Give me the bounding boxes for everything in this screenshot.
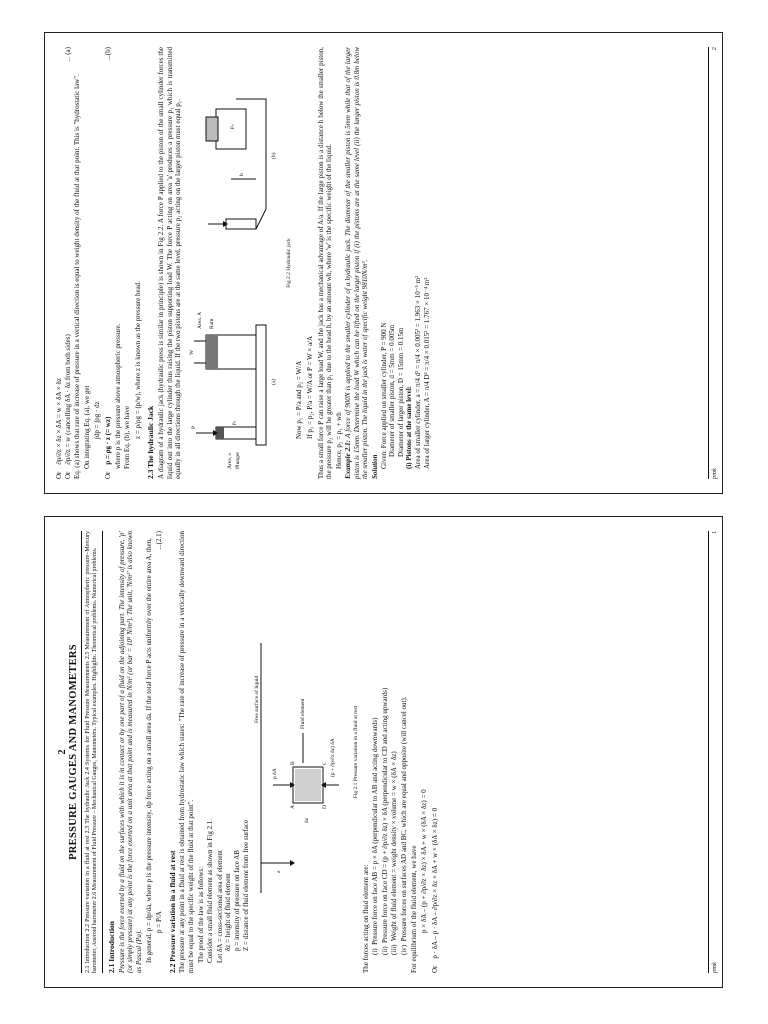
section-heading: 2.2 Pressure variation in a fluid at rest bbox=[167, 850, 177, 973]
definition-line: Let δA = cross-sectional area of element bbox=[215, 850, 224, 963]
equation-line: Or p = ρg · z (= wz) ...(b) bbox=[103, 47, 112, 479]
paragraph: where p is the pressure above atmospheric pressure. bbox=[113, 323, 122, 469]
figure-label: B bbox=[290, 761, 297, 765]
list-item: (iv) Pressure forces on surfaces AD and BC, which are equal and opposite (will cancel out). bbox=[400, 696, 409, 955]
paragraph: For equilibrium of the fluid element, we have bbox=[409, 845, 418, 973]
example: Example 2.1: A force of 900N is applied to the smaller cylinder of a hydraulic jack. The diameter of the smaller piston is 5mm while that of the larger piston is 15mm. Determine the load W which can be lifted on the larger piston if (i) the pistons are at the same level (ii) the larger piston is 0.8m below the smaller piston. The liquid in the jack is water of specific weight 9810N/m³. bbox=[344, 46, 370, 479]
paragraph: The pressure at any point in a fluid at rest is obtained from hydrostatic law which states: "The rate of increase of pressure in a vertically downward direction must be equal to the specific weight of the fluid at that point". bbox=[178, 531, 195, 973]
definition-line: Z = distance of fluid element from free surface bbox=[241, 819, 250, 951]
figure-label: Free surface of liquid bbox=[254, 675, 261, 723]
page-number: 2 bbox=[711, 47, 718, 51]
figure-label: Fluid element bbox=[300, 698, 307, 729]
equation: If p₁ = p₂, P/a = W/A or P = W × a/A bbox=[305, 335, 314, 439]
paragraph: From Eq. (b), we have bbox=[123, 406, 132, 469]
divider bbox=[81, 531, 82, 973]
paragraph: The forces acting on fluid element are: bbox=[361, 864, 370, 973]
solution-line: Diameter of larger piston, D = 15mm = 0.15m bbox=[396, 327, 405, 457]
figure-label: p₁ bbox=[230, 420, 237, 425]
definition-line: δz = height of fluid element bbox=[224, 873, 233, 951]
divider bbox=[102, 531, 103, 973]
document-page-1 bbox=[44, 516, 723, 988]
figure-label: z bbox=[276, 870, 283, 873]
paragraph: On integrating Eq. (a), we get bbox=[82, 385, 91, 469]
chapter-title: PRESSURE GAUGES AND MANOMETERS bbox=[67, 644, 79, 860]
paragraph: A diagram of a hydraulic jack (hydraulic press is similar in principle) is shown in Fig 2.2. A force P applied to the piston of the small cylinder forces the liquid out into the large cylinder thus raising the piston supporting load W. The force P acting on area 'a' produces a pressure p₁ which is transmitted equally in all directions through the liquid. If the two pistons are at the same level, pressure p₂ acting on the larger piston must equal p₁. bbox=[156, 47, 183, 479]
paragraph: Consider a small fluid element as shown in Fig 2.1. bbox=[206, 818, 215, 963]
paragraph: In general, p = dp/da, where p is the pressure intensity, dp force acting on a small area da. If the total force P acts uniformly over the entire area A, then, bbox=[144, 538, 153, 963]
figure-label: (b) bbox=[270, 152, 277, 159]
figure-label: p δA bbox=[272, 768, 279, 779]
page-number: 1 bbox=[711, 531, 718, 535]
document-page-2 bbox=[44, 32, 723, 494]
definition-line: p = intensity of pressure on face AB bbox=[232, 850, 241, 951]
hydraulic-jack-diagram bbox=[186, 47, 276, 479]
figure-label: h bbox=[238, 173, 245, 176]
equation: z = p/ρg = (p/w), where z is known as the pressure head. bbox=[133, 281, 142, 439]
figure-caption: Fig 2.1 Pressure variation in a fluid at rest bbox=[353, 705, 360, 799]
solution-heading: Solution bbox=[371, 454, 380, 479]
paragraph: Pressure is the force exerted by a fluid on the surfaces with which it is in contact or by one part of a fluid on the adjoining part. The intensity of pressure, 'p' (or simply pressure) at any point is the force exerted on a unit area at that point and is measured in N/m² (or bar = 10⁵ N/m²). The unit, 'N/m²' is also known as Pascal (Pa). bbox=[117, 531, 143, 973]
page-footer: pmk 2 bbox=[708, 47, 718, 479]
equation-line: Or ∂p/∂z = w (cancelling δA · δz from both sides) ... (a) bbox=[63, 47, 72, 479]
equation: p = P/A ...(2.1) bbox=[155, 531, 164, 933]
section-heading: 2.3 The hydraulic Jack bbox=[146, 405, 156, 479]
figure-label: A bbox=[290, 805, 297, 809]
figure-caption: Fig 2.2 Hydraulic jack bbox=[285, 238, 292, 288]
solution-line: Given: Force applied on smaller cylinder, P = 900 N bbox=[379, 322, 388, 469]
figure-hydraulic-jack bbox=[186, 47, 282, 479]
solution-line: Area of smaller cylinder, a = π/4 d² = π/4 × 0.005² = 1.963 × 10⁻⁵ m² bbox=[414, 275, 423, 469]
figure-fluid-element bbox=[253, 531, 349, 973]
page-footer: pmk 1 bbox=[708, 531, 718, 973]
equation: ∫dp = ∫ρg · dz bbox=[93, 401, 102, 439]
chapter-number: 2 bbox=[57, 749, 68, 755]
figure-label: (a) bbox=[270, 378, 277, 385]
equation: Now p₁ = P/a and p₂ = W/A bbox=[295, 360, 304, 439]
figure-label: Area, a bbox=[226, 453, 233, 469]
figure-label: P bbox=[190, 425, 197, 429]
list-item: (i) Pressure force on face AB = p × δA (perpendicular to AB and acting downwards) bbox=[371, 717, 380, 955]
paragraph: Eq. (a) shows that rate of increase of pressure in a vertical direction is equal to weight density of the fluid at that point. This is "hydrostatic law". bbox=[73, 74, 82, 479]
equation: p × δA – (p + ∂p/∂z × δz) × δA + w × (δA × δz) = 0 bbox=[420, 789, 429, 933]
forces-list bbox=[371, 531, 408, 973]
section-heading: 2.1 Introduction bbox=[107, 921, 117, 973]
figure-label: p₂ bbox=[228, 124, 235, 129]
figure-label: D bbox=[322, 805, 329, 809]
solution-line: Diameter of smaller piston, d = 5mm = 0.005m bbox=[388, 324, 397, 457]
list-item: (ii) Pressure force on face CD = (p + ∂p/∂z δz) × δA (perpendicular to CD and acting upwards) bbox=[380, 687, 389, 955]
chapter-contents: 2.1 Introduction 2.2 Pressure variation in a fluid at rest 2.3 The hydraulic Jack 2.4 Systems for Fluid Pressure Measurements 2.5 Measurement of Atmospheric pressure–Mercury barometer, Aneroid barometer 2.6 Measurement of Fluid Pressure – Mechanical Gauges, Manometers. Typical examples. Highlights. Theoretical problems. Numerical problems. bbox=[85, 531, 99, 973]
equation-line: Or p · δA – p · δA – ∂p/∂z × δz × δA + w × (δA × δz) = 0 bbox=[430, 807, 439, 973]
figure-label: δz bbox=[304, 817, 311, 823]
list-item: (iii) Weight of fluid element = weight density × volume = w × (δA × δz) bbox=[390, 751, 399, 955]
figure-label: W bbox=[188, 349, 195, 355]
paragraph: Thus a small force P can raise a large load W, and the jack has a mechanical advantage of A/a. If the large piston is a distance h below the smaller piston, the pressure p₂ will be greater than p₁ due to the head h, by an amount wh, where 'w' is the specific weight of the liquid. bbox=[316, 47, 334, 479]
figure-label: Ram bbox=[208, 318, 215, 329]
solution-line: Area of larger cylinder, A = π/4 D² = π/4 × 0.015² = 1.767 × 10⁻⁴ m² bbox=[422, 277, 431, 469]
figure-label: Area, A bbox=[196, 311, 203, 329]
figure-label: Plunger bbox=[234, 451, 241, 469]
figure-label: (p + ∂p/∂z δz) δA bbox=[330, 738, 337, 777]
paragraph: The proof of the law is as follows: bbox=[196, 866, 205, 963]
equation-line: Or ∂p/∂z × δz × δA = w × δA × δz bbox=[55, 378, 63, 479]
solution-line: (i) Pistons at the same level: bbox=[405, 385, 414, 469]
paragraph: Hence, p₂ = p₁ + wh bbox=[334, 412, 343, 469]
figure-label: C bbox=[322, 761, 329, 765]
